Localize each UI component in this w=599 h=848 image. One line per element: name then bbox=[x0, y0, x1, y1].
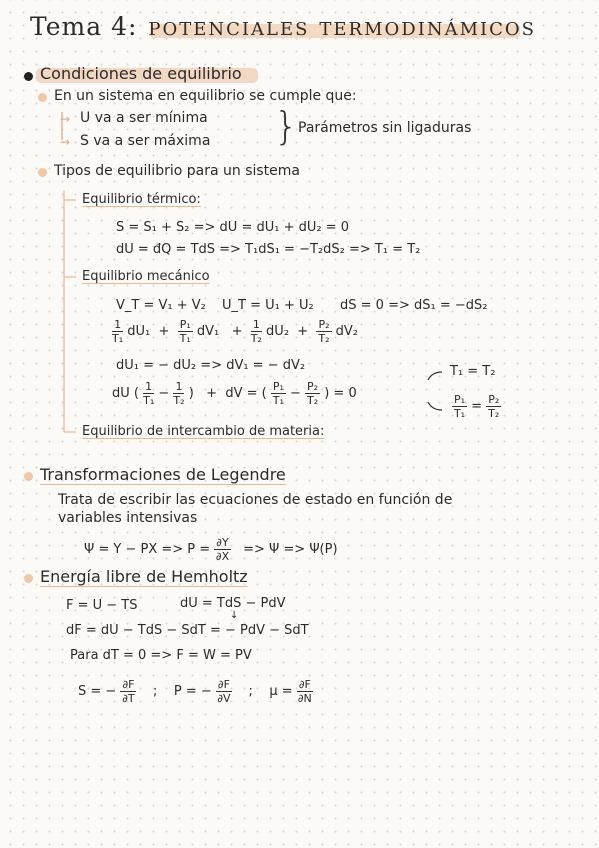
mecanico-eq2: $\frac{1}{\text{T₁}}$ dU₁ + $\frac{\text{P₁}}{\text{T₁}}$ dV₁ + $\frac{1}{\text{T₂}}$ dU₂ + $\frac{\text{P₂}}{\text{T₂}}$ dV₂ bbox=[112, 318, 359, 345]
intro-text: En un sistema en equilibrio se cumple que: bbox=[54, 88, 357, 104]
termico-eq2: dU = đQ = TdS => T₁dS₁ = −T₂dS₂ => T₁ = T₂ bbox=[116, 242, 421, 257]
section-heading-legendre: Transformaciones de Legendre bbox=[40, 465, 286, 484]
termico-eq1: S = S₁ + S₂ => dU = dU₁ + dU₂ = 0 bbox=[116, 220, 350, 235]
legendre-eq-a: Ψ = Y − PX => P = bbox=[84, 542, 211, 557]
legendre-eq: Ψ = Y − PX => P = $\frac{\partial Y}{\partial X}$ => Ψ => Ψ(P) bbox=[84, 536, 338, 563]
s-line: S va a ser máxima bbox=[80, 133, 211, 149]
legendre-text-1: Trata de escribir las ecuaciones de estado en función de bbox=[58, 492, 453, 508]
mecanico-eq1b: U_T = U₁ + U₂ bbox=[222, 298, 314, 313]
down-arrow-icon: ↓ bbox=[230, 610, 239, 621]
arrow-icon: → bbox=[60, 112, 71, 126]
f-definition: F = U − TS bbox=[66, 598, 138, 613]
mecanico-eq4: dU ( $\frac{1}{\text{T₁}}$ − $\frac{1}{\text{T₂}}$ ) + dV = ( $\frac{\text{P₁}}{\text{T₁}}$ − $\frac{\text{P₂}}{\text{T₂}}$ ) = 0 bbox=[112, 380, 357, 407]
materia-heading: Equilibrio de intercambio de materia: bbox=[82, 424, 325, 439]
mecanico-eq1c: dS = 0 => dS₁ = −dS₂ bbox=[340, 298, 488, 313]
right-brace-icon: } bbox=[274, 104, 299, 148]
arrow-icon: → bbox=[60, 135, 71, 149]
mecanico-result-2: $\frac{\text{P₁}}{\text{T₁}}$ = $\frac{\text{P₂}}{\text{T₂}}$ bbox=[453, 393, 500, 420]
u-line: U va a ser mínima bbox=[80, 110, 208, 126]
bullet-peach bbox=[24, 472, 33, 481]
section-heading-hemholtz: Energía libre de Hemholtz bbox=[40, 567, 248, 586]
mecanico-heading: Equilibrio mecánico bbox=[82, 269, 210, 284]
df-equation: dF = dU − TdS − SdT = − PdV − SdT bbox=[66, 623, 309, 638]
params-text: Parámetros sin ligaduras bbox=[298, 120, 472, 136]
bullet-peach bbox=[24, 574, 33, 583]
title-prefix: Tema 4 bbox=[30, 12, 128, 41]
legendre-text-2: variables intensivas bbox=[58, 510, 198, 526]
mecanico-result-1: T₁ = T₂ bbox=[450, 364, 496, 379]
derivatives-line: S = − $\frac{\partial F}{\partial T}$ ; P = − $\frac{\partial F}{\partial V}$ ; μ = $\frac{\partial F}{\partial N}$ bbox=[78, 678, 312, 705]
mecanico-eq1a: V_T = V₁ + V₂ bbox=[116, 298, 206, 313]
tipos-text: Tipos de equilibrio para un sistema bbox=[54, 163, 300, 179]
title-rest: : potenciales termodinámicos bbox=[128, 12, 536, 41]
section-heading-equilibrio: Condiciones de equilibrio bbox=[40, 64, 242, 83]
du-equation: dU = TdS − PdV bbox=[180, 596, 286, 611]
termico-heading: Equilibrio térmico: bbox=[82, 192, 201, 207]
mecanico-eq3: dU₁ = − dU₂ => dV₁ = − dV₂ bbox=[116, 358, 306, 373]
legendre-eq-b: => Ψ => Ψ(P) bbox=[243, 542, 338, 557]
para-equation: Para dT = 0 => F = W = PV bbox=[70, 648, 252, 663]
